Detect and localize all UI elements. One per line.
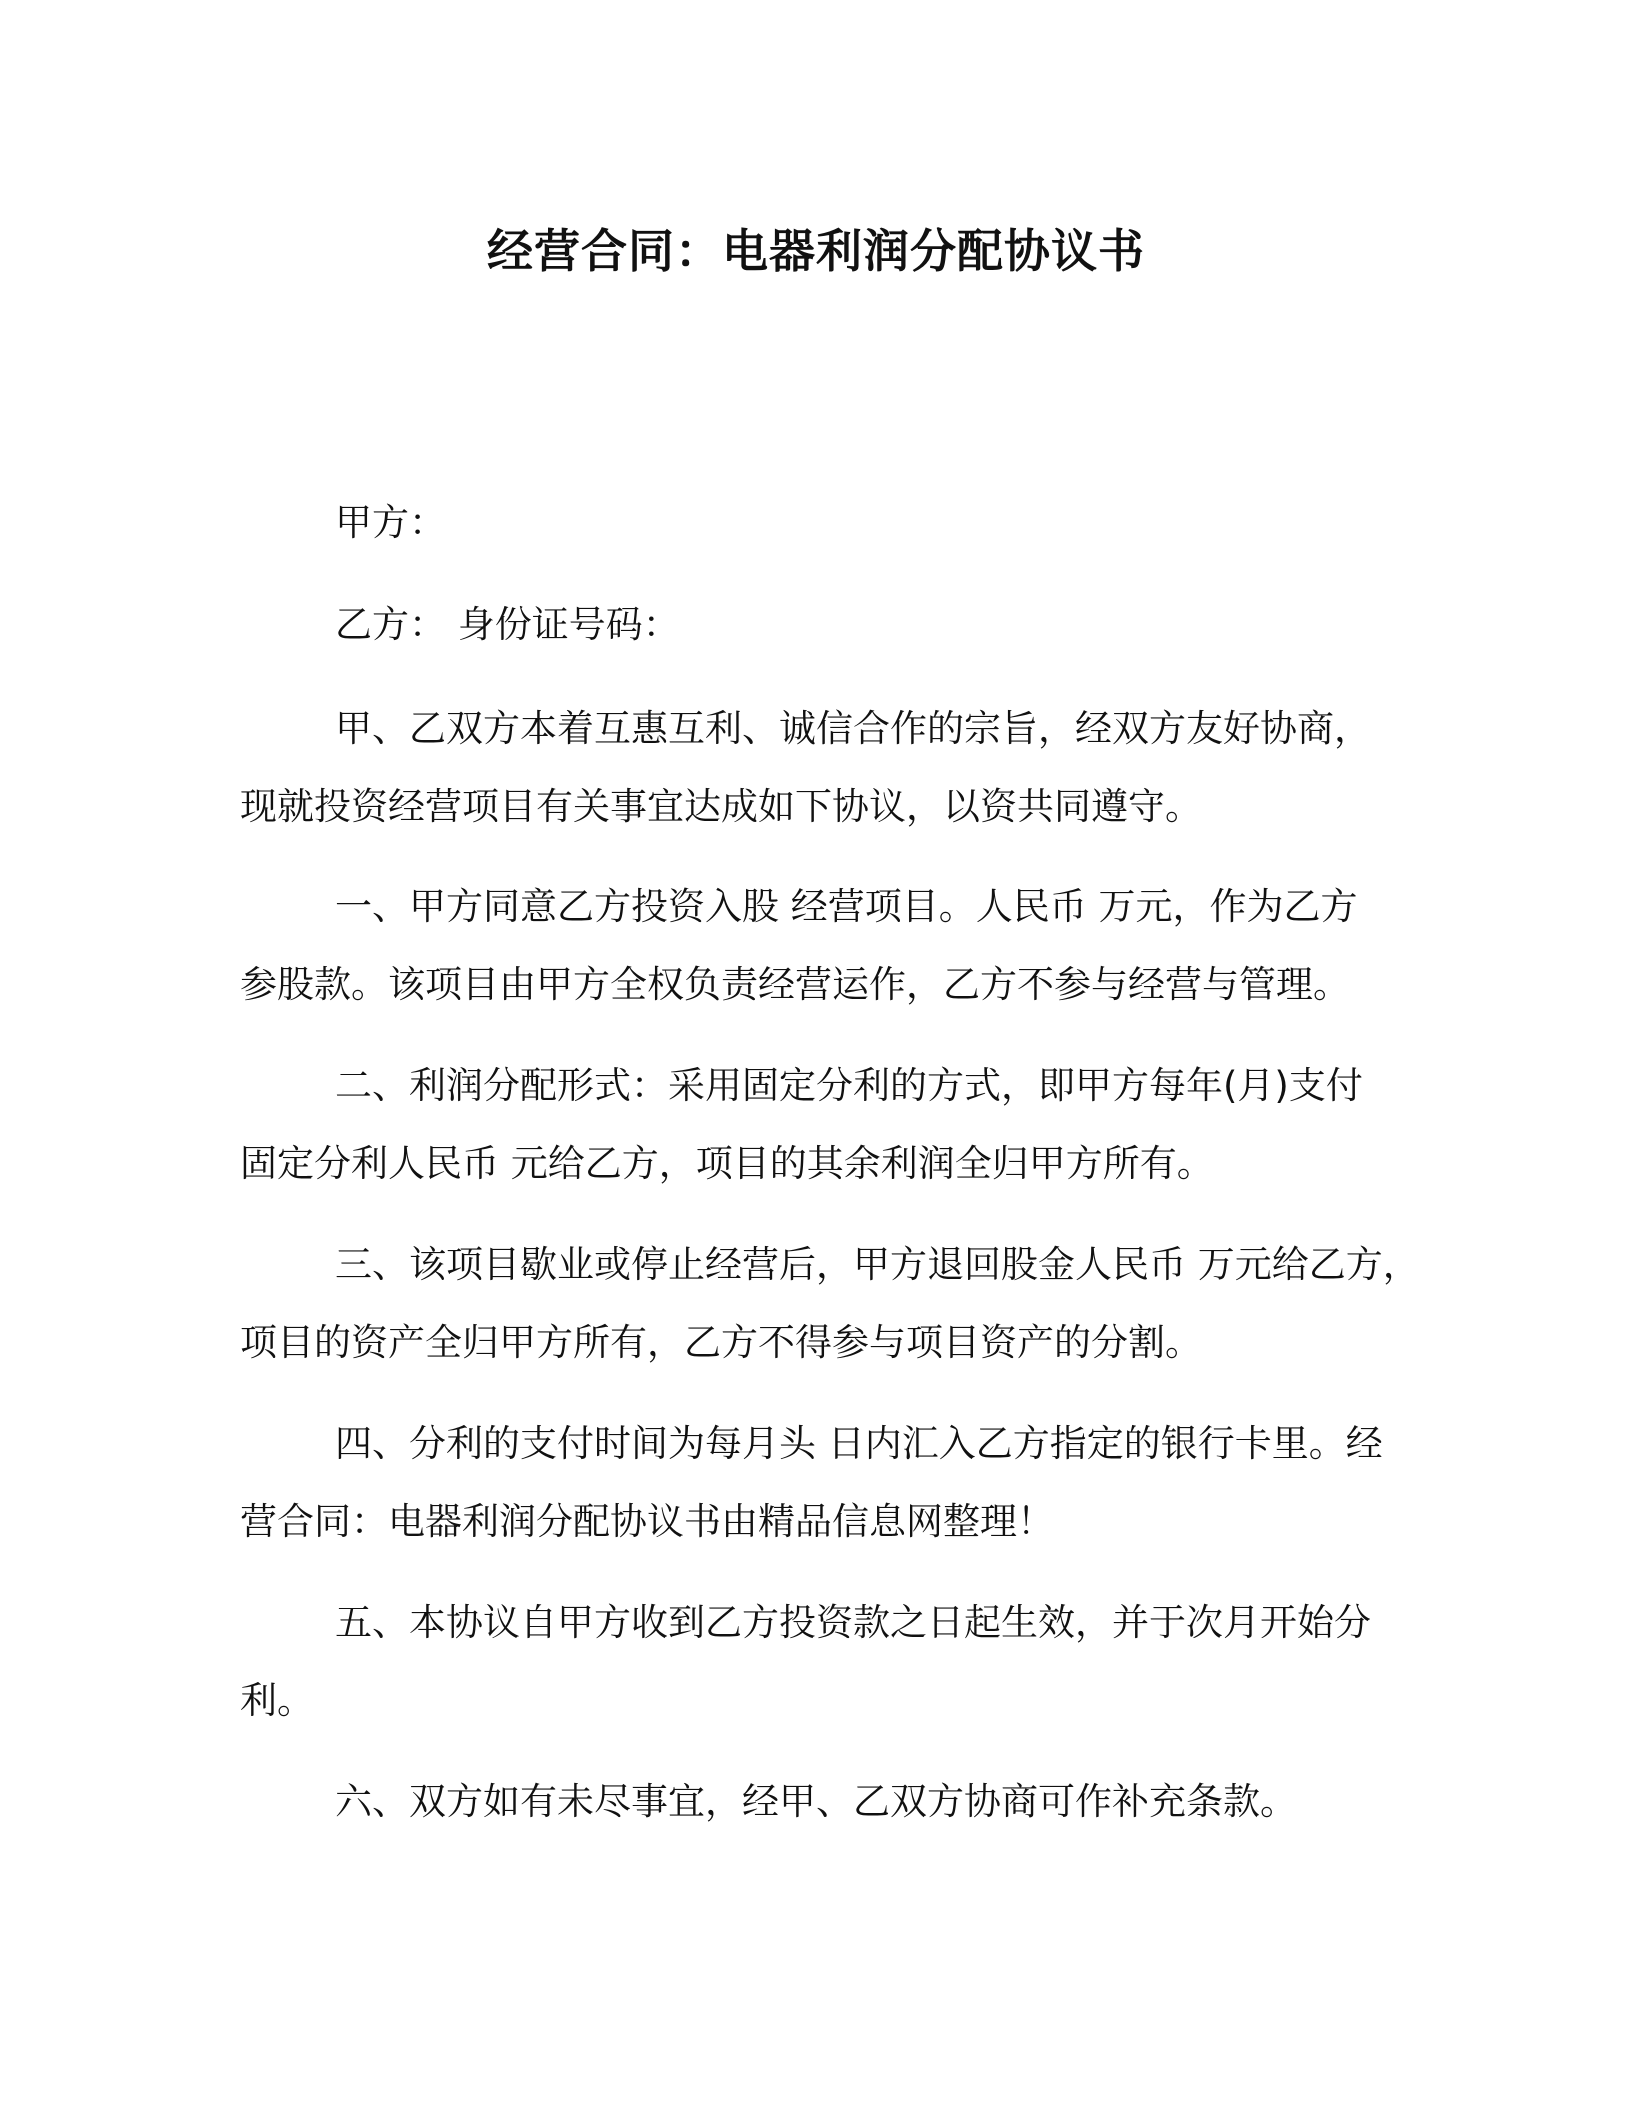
clause-5: [240, 1584, 1400, 1740]
clause-1: [240, 868, 1400, 1024]
paragraph-line: 一、甲方同意乙方投资入股 经营项目。人民币 万元，作为乙方: [335, 885, 1358, 928]
party-b-line: 乙方： 身份证号码：: [335, 603, 680, 646]
paragraph-line: 项目的资产全归甲方所有，乙方不得参与项目资产的分割。: [240, 1321, 1202, 1364]
paragraph-line: 参股款。该项目由甲方全权负责经营运作，乙方不参与经营与管理。: [240, 963, 1350, 1006]
clause-3: [240, 1226, 1420, 1382]
paragraph-line: 利。: [240, 1679, 314, 1722]
paragraph-line: 固定分利人民币 元给乙方，项目的其余利润全归甲方所有。: [240, 1142, 1214, 1185]
paragraph-line: 三、该项目歇业或停止经营后，甲方退回股金人民币 万元给乙方，: [335, 1243, 1420, 1286]
paragraph-line: 二、利润分配形式：采用固定分利的方式，即甲方每年(月)支付: [335, 1064, 1363, 1107]
clause-2: [240, 1047, 1400, 1203]
paragraph-line: 甲、乙双方本着互惠互利、诚信合作的宗旨，经双方友好协商，: [335, 707, 1371, 750]
paragraph-line: 四、分利的支付时间为每月头 日内汇入乙方指定的银行卡里。经: [335, 1422, 1383, 1465]
party-a-line: 甲方：: [335, 501, 446, 544]
document-title: 经营合同：电器利润分配协议书: [487, 224, 1145, 278]
clause-4: [240, 1405, 1400, 1561]
paragraph-line: 营合同：电器利润分配协议书由精品信息网整理！: [240, 1500, 1054, 1543]
paragraph-line: 五、本协议自甲方收到乙方投资款之日起生效，并于次月开始分: [335, 1601, 1371, 1644]
paragraph-line: 现就投资经营项目有关事宜达成如下协议，以资共同遵守。: [240, 785, 1202, 828]
clause-6: [240, 1763, 1400, 1841]
intro-paragraph: [240, 690, 1400, 846]
paragraph-line: 六、双方如有未尽事宜，经甲、乙双方协商可作补充条款。: [335, 1780, 1297, 1823]
